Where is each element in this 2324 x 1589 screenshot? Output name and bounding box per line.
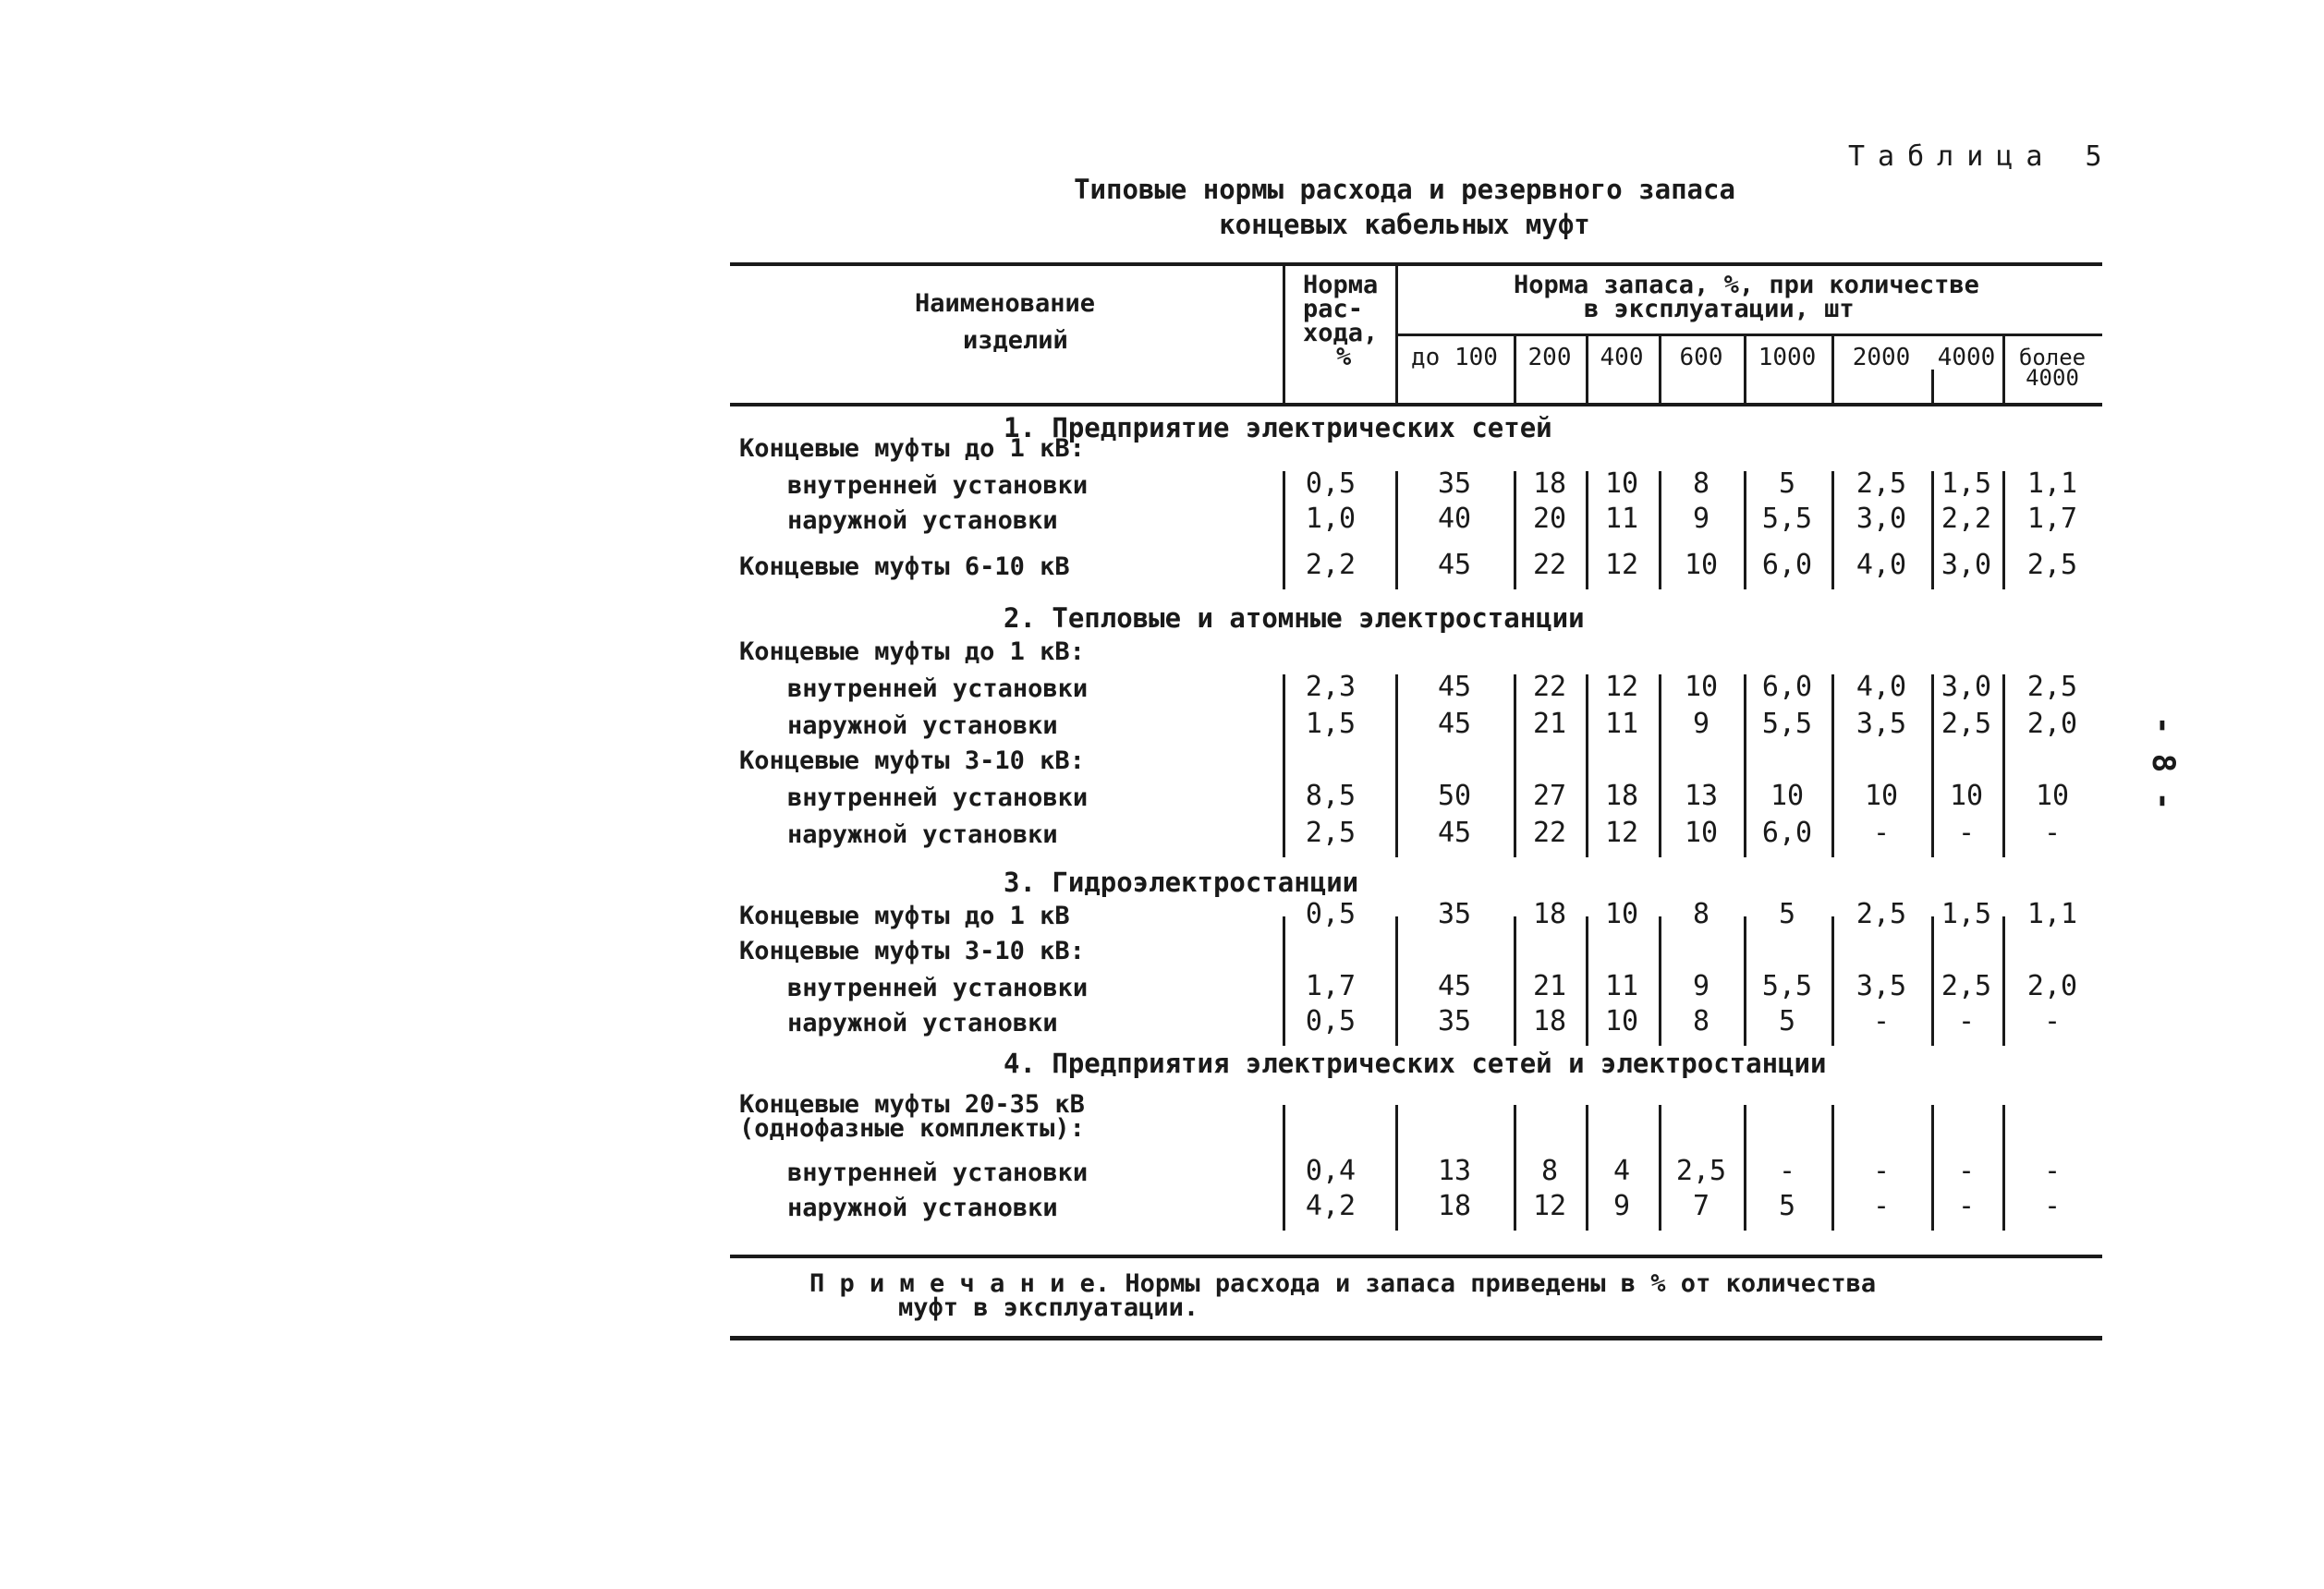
row-label: наружной установки <box>787 506 1058 535</box>
column-divider <box>1395 471 1398 589</box>
reserve-norm-cell: 21 <box>1532 970 1567 1002</box>
reserve-norm-cell: 5 <box>1778 1005 1796 1037</box>
reserve-norm-cell: 35 <box>1437 898 1472 930</box>
reserve-norm-cell: 2,0 <box>2026 970 2078 1002</box>
reserve-norm-cell: 12 <box>1604 549 1639 581</box>
reserve-norm-cell: 1,5 <box>1941 898 1992 930</box>
row-label: внутренней установки <box>787 674 1089 703</box>
reserve-norm-cell: 8 <box>1692 467 1710 500</box>
reserve-norm-cell: 5,5 <box>1761 708 1813 740</box>
note-line-2: муфт в эксплуатации. <box>898 1293 1199 1322</box>
section-title-3: 3. Гидроэлектростанции <box>1004 867 1359 898</box>
reserve-norm-cell: 10 <box>1604 467 1639 500</box>
header-norm-line-1: Норма <box>1303 271 1379 299</box>
reserve-norm-cell: 1,5 <box>1941 467 1992 500</box>
reserve-norm-cell: 27 <box>1532 780 1567 812</box>
row-label: Концевые муфты до 1 кВ: <box>739 434 1085 463</box>
consumption-norm-cell: 2,5 <box>1305 817 1357 849</box>
table-title-line-2: концевых кабельных муфт <box>1219 209 1590 240</box>
header-divider-q6 <box>1931 370 1934 405</box>
reserve-norm-cell: 5 <box>1778 467 1796 500</box>
reserve-norm-cell: - <box>1778 1155 1796 1187</box>
reserve-norm-cell: 18 <box>1532 1005 1567 1037</box>
column-divider <box>1395 1105 1398 1231</box>
section-title-1: 1. Предприятие электрических сетей <box>1004 412 1552 443</box>
reserve-norm-cell: - <box>1957 817 1976 849</box>
reserve-norm-cell: 11 <box>1604 970 1639 1002</box>
reserve-norm-cell: 10 <box>1684 549 1719 581</box>
header-quantity-4: 600 <box>1679 344 1723 371</box>
reserve-norm-cell: 13 <box>1437 1155 1472 1187</box>
reserve-norm-cell: 2,5 <box>1941 970 1992 1002</box>
section-title-2: 2. Тепловые и атомные электростанции <box>1004 602 1585 634</box>
reserve-norm-cell: 1,1 <box>2026 898 2078 930</box>
reserve-norm-cell: 2,5 <box>1856 467 1907 500</box>
section-title-4: 4. Предприятия электрических сетей и электростанции <box>1004 1048 1827 1079</box>
header-norm-line-4: % <box>1336 343 1352 371</box>
reserve-norm-cell: 50 <box>1437 780 1472 812</box>
header-quantity-6: 2000 <box>1852 344 1911 371</box>
reserve-norm-cell: 10 <box>1864 780 1899 812</box>
row-label: Концевые муфты 3-10 кВ: <box>739 746 1085 775</box>
reserve-norm-cell: 6,0 <box>1761 549 1813 581</box>
reserve-norm-cell: 40 <box>1437 503 1472 535</box>
table-title-line-1: Типовые нормы расхода и резервного запаса <box>1074 174 1735 205</box>
reserve-norm-cell: - <box>2043 1155 2062 1187</box>
reserve-norm-cell: 3,0 <box>1941 671 1992 703</box>
reserve-norm-cell: 5,5 <box>1761 503 1813 535</box>
header-quantity-5: 1000 <box>1758 344 1817 371</box>
reserve-norm-cell: 10 <box>2035 780 2070 812</box>
reserve-norm-cell: 2,5 <box>1941 708 1992 740</box>
reserve-norm-cell: 5,5 <box>1761 970 1813 1002</box>
reserve-norm-cell: 18 <box>1532 467 1567 500</box>
reserve-norm-cell: 8 <box>1540 1155 1559 1187</box>
row-label: внутренней установки <box>787 974 1089 1002</box>
reserve-norm-cell: 6,0 <box>1761 671 1813 703</box>
reserve-norm-cell: 8 <box>1692 898 1710 930</box>
reserve-norm-cell: 35 <box>1437 1005 1472 1037</box>
header-norm-line-2: рас- <box>1303 295 1364 323</box>
reserve-norm-cell: 9 <box>1692 503 1710 535</box>
consumption-norm-cell: 0,5 <box>1305 898 1357 930</box>
reserve-norm-cell: 2,5 <box>2026 549 2078 581</box>
reserve-norm-cell: 1,7 <box>2026 503 2078 535</box>
reserve-norm-cell: - <box>1872 1190 1891 1222</box>
reserve-norm-cell: 12 <box>1532 1190 1567 1222</box>
reserve-norm-cell: 10 <box>1604 1005 1639 1037</box>
header-reserve-line-1: Норма запаса, %, при количестве <box>1514 271 1979 299</box>
consumption-norm-cell: 2,2 <box>1305 549 1357 581</box>
row-label: Концевые муфты до 1 кВ: <box>739 637 1085 666</box>
note-bottom-rule <box>730 1336 2102 1340</box>
reserve-norm-cell: 10 <box>1684 671 1719 703</box>
reserve-norm-cell: 10 <box>1949 780 1984 812</box>
reserve-norm-cell: 2,2 <box>1941 503 1992 535</box>
reserve-norm-cell: 1,1 <box>2026 467 2078 500</box>
row-label: наружной установки <box>787 1009 1058 1037</box>
reserve-norm-cell: 45 <box>1437 708 1472 740</box>
reserve-norm-cell: - <box>1872 1155 1891 1187</box>
header-reserve-line-2: в эксплуатации, шт <box>1584 295 1855 323</box>
reserve-norm-cell: 12 <box>1604 671 1639 703</box>
header-bottom-rule <box>730 403 2102 406</box>
reserve-norm-cell: 4,0 <box>1856 549 1907 581</box>
reserve-norm-cell: 22 <box>1532 549 1567 581</box>
reserve-norm-cell: 35 <box>1437 467 1472 500</box>
header-name-line-2: изделий <box>963 326 1068 355</box>
reserve-norm-cell: 45 <box>1437 970 1472 1002</box>
row-label: внутренней установки <box>787 1158 1089 1187</box>
header-quantity-8: более 4000 <box>2018 345 2087 391</box>
row-label: Концевые муфты 6-10 кВ <box>739 552 1070 581</box>
consumption-norm-cell: 0,5 <box>1305 1005 1357 1037</box>
reserve-norm-cell: 2,0 <box>2026 708 2078 740</box>
consumption-norm-cell: 1,7 <box>1305 970 1357 1002</box>
reserve-norm-cell: 4 <box>1612 1155 1631 1187</box>
header-quantity-3: 400 <box>1600 344 1644 371</box>
row-label: Концевые муфты 20-35 кВ <box>739 1090 1085 1119</box>
row-label: наружной установки <box>787 820 1058 849</box>
header-divider-norm <box>1395 264 1398 405</box>
reserve-norm-cell: 11 <box>1604 708 1639 740</box>
row-label: (однофазные комплекты): <box>739 1114 1085 1143</box>
reserve-norm-cell: - <box>1957 1190 1976 1222</box>
column-divider <box>1395 916 1398 1046</box>
row-label: наружной установки <box>787 1194 1058 1222</box>
reserve-norm-cell: - <box>2043 817 2062 849</box>
reserve-norm-cell: 45 <box>1437 549 1472 581</box>
reserve-norm-cell: - <box>1957 1155 1976 1187</box>
reserve-norm-cell: 20 <box>1532 503 1567 535</box>
reserve-norm-cell: 12 <box>1604 817 1639 849</box>
reserve-norm-cell: 8 <box>1692 1005 1710 1037</box>
table-bottom-rule <box>730 1255 2102 1258</box>
reserve-norm-cell: 9 <box>1692 970 1710 1002</box>
consumption-norm-cell: 4,2 <box>1305 1190 1357 1222</box>
reserve-norm-cell: 22 <box>1532 671 1567 703</box>
reserve-norm-cell: 3,5 <box>1856 970 1907 1002</box>
consumption-norm-cell: 0,5 <box>1305 467 1357 500</box>
reserve-norm-cell: 10 <box>1604 898 1639 930</box>
table-top-rule <box>730 262 2102 266</box>
header-quantity-1: до 100 <box>1411 344 1498 371</box>
header-norm-line-3: хода, <box>1303 319 1379 347</box>
header-name-line-1: Наименование <box>915 289 1096 318</box>
consumption-norm-cell: 1,5 <box>1305 708 1357 740</box>
reserve-norm-cell: 11 <box>1604 503 1639 535</box>
reserve-norm-cell: 4,0 <box>1856 671 1907 703</box>
row-label: внутренней установки <box>787 783 1089 812</box>
reserve-norm-cell: 10 <box>1684 817 1719 849</box>
row-label: наружной установки <box>787 711 1058 740</box>
reserve-norm-cell: 45 <box>1437 817 1472 849</box>
table-number: Таблица 5 <box>1848 140 2115 173</box>
reserve-norm-cell: - <box>1872 817 1891 849</box>
reserve-norm-cell: 18 <box>1604 780 1639 812</box>
header-sub-rule <box>1395 334 2102 336</box>
reserve-norm-cell: - <box>2043 1005 2062 1037</box>
reserve-norm-cell: - <box>1872 1005 1891 1037</box>
reserve-norm-cell: 18 <box>1437 1190 1472 1222</box>
page-number: - 8 - <box>2145 715 2183 811</box>
reserve-norm-cell: 5 <box>1778 1190 1796 1222</box>
reserve-norm-cell: 2,5 <box>1856 898 1907 930</box>
reserve-norm-cell: 13 <box>1684 780 1719 812</box>
header-quantity-7: 4000 <box>1937 344 1996 371</box>
reserve-norm-cell: - <box>1957 1005 1976 1037</box>
note-line-1: П р и м е ч а н и е. Нормы расхода и запаса приведены в % от количества <box>809 1269 1877 1298</box>
reserve-norm-cell: 2,5 <box>2026 671 2078 703</box>
header-quantity-2: 200 <box>1527 344 1572 371</box>
reserve-norm-cell: 5 <box>1778 898 1796 930</box>
reserve-norm-cell: 2,5 <box>1675 1155 1727 1187</box>
reserve-norm-cell: 22 <box>1532 817 1567 849</box>
reserve-norm-cell: - <box>2043 1190 2062 1222</box>
reserve-norm-cell: 18 <box>1532 898 1567 930</box>
consumption-norm-cell: 8,5 <box>1305 780 1357 812</box>
reserve-norm-cell: 6,0 <box>1761 817 1813 849</box>
reserve-norm-cell: 3,0 <box>1941 549 1992 581</box>
row-label: внутренней установки <box>787 471 1089 500</box>
reserve-norm-cell: 7 <box>1692 1190 1710 1222</box>
reserve-norm-cell: 21 <box>1532 708 1567 740</box>
reserve-norm-cell: 9 <box>1612 1190 1631 1222</box>
row-label: Концевые муфты до 1 кВ <box>739 902 1070 930</box>
reserve-norm-cell: 3,5 <box>1856 708 1907 740</box>
reserve-norm-cell: 3,0 <box>1856 503 1907 535</box>
reserve-norm-cell: 45 <box>1437 671 1472 703</box>
row-label: Концевые муфты 3-10 кВ: <box>739 937 1085 965</box>
column-divider <box>1395 674 1398 857</box>
consumption-norm-cell: 2,3 <box>1305 671 1357 703</box>
reserve-norm-cell: 9 <box>1692 708 1710 740</box>
header-divider-name <box>1283 264 1285 405</box>
consumption-norm-cell: 1,0 <box>1305 503 1357 535</box>
consumption-norm-cell: 0,4 <box>1305 1155 1357 1187</box>
reserve-norm-cell: 10 <box>1770 780 1805 812</box>
